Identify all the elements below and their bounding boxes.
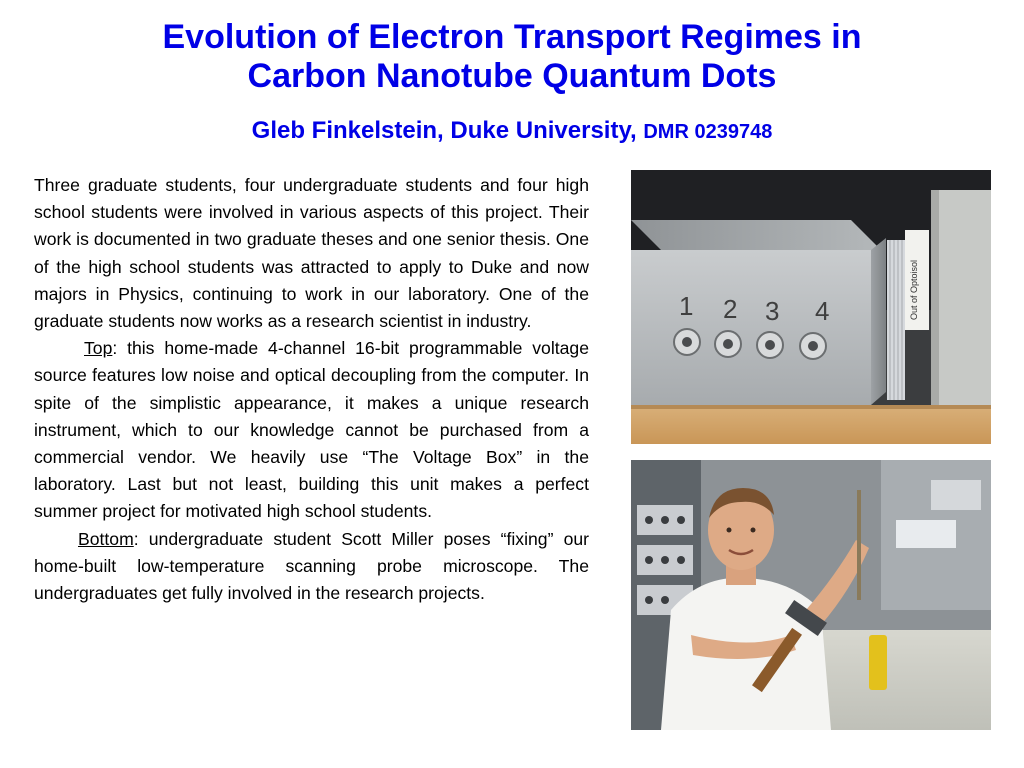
channel-label-1: 1 — [679, 291, 694, 321]
slide-title — [0, 18, 1024, 96]
top-caption-paragraph — [34, 335, 589, 525]
body-text — [34, 172, 589, 607]
top-caption-text: : this home-made 4-channel 16-bit programmable voltage source features low noise and optical decoupling from the computer. In spite of the simplistic appearance, it makes a unique research instrument, which to our knowledge cannot be purchased from a commercial vendor. We heavily use “The Voltage Box” in the laboratory. Last but not least, building this unit makes a perfect summer project for motivated high school students. — [34, 338, 589, 522]
cable-label: Out of Optoisol — [909, 259, 919, 320]
title-line-1: Evolution of Electron Transport Regimes in — [162, 18, 862, 56]
author-affiliation: Gleb Finkelstein, Duke University, — [251, 117, 644, 144]
voltage-box-photo — [631, 170, 991, 444]
channel-label-4: 4 — [815, 296, 830, 326]
title-line-2: Carbon Nanotube Quantum Dots — [247, 57, 777, 95]
grant-number: DMR 0239748 — [643, 121, 773, 143]
intro-paragraph: Three graduate students, four undergraduate students and four high school students were involved in various aspects of this project. Their work is documented in two graduate theses and one senior thesis. One of the high school students was attracted to apply to Duke and now majors in Physics, continuing to work in our laboratory. One of the graduate students now works as a research scientist in industry. — [34, 175, 589, 332]
channel-label-3: 3 — [765, 296, 780, 326]
channel-label-2: 2 — [723, 294, 738, 324]
author-line — [0, 116, 1024, 147]
student-photo — [631, 460, 991, 730]
bottom-caption-text: : undergraduate student Scott Miller poses “fixing” our home-built low-temperature scanning probe microscope. The undergraduates get fully involved in the research projects. — [34, 528, 589, 604]
top-caption-label: Top — [84, 338, 113, 359]
bottom-caption-label: Bottom — [78, 528, 134, 549]
bottom-caption-paragraph — [34, 526, 589, 608]
